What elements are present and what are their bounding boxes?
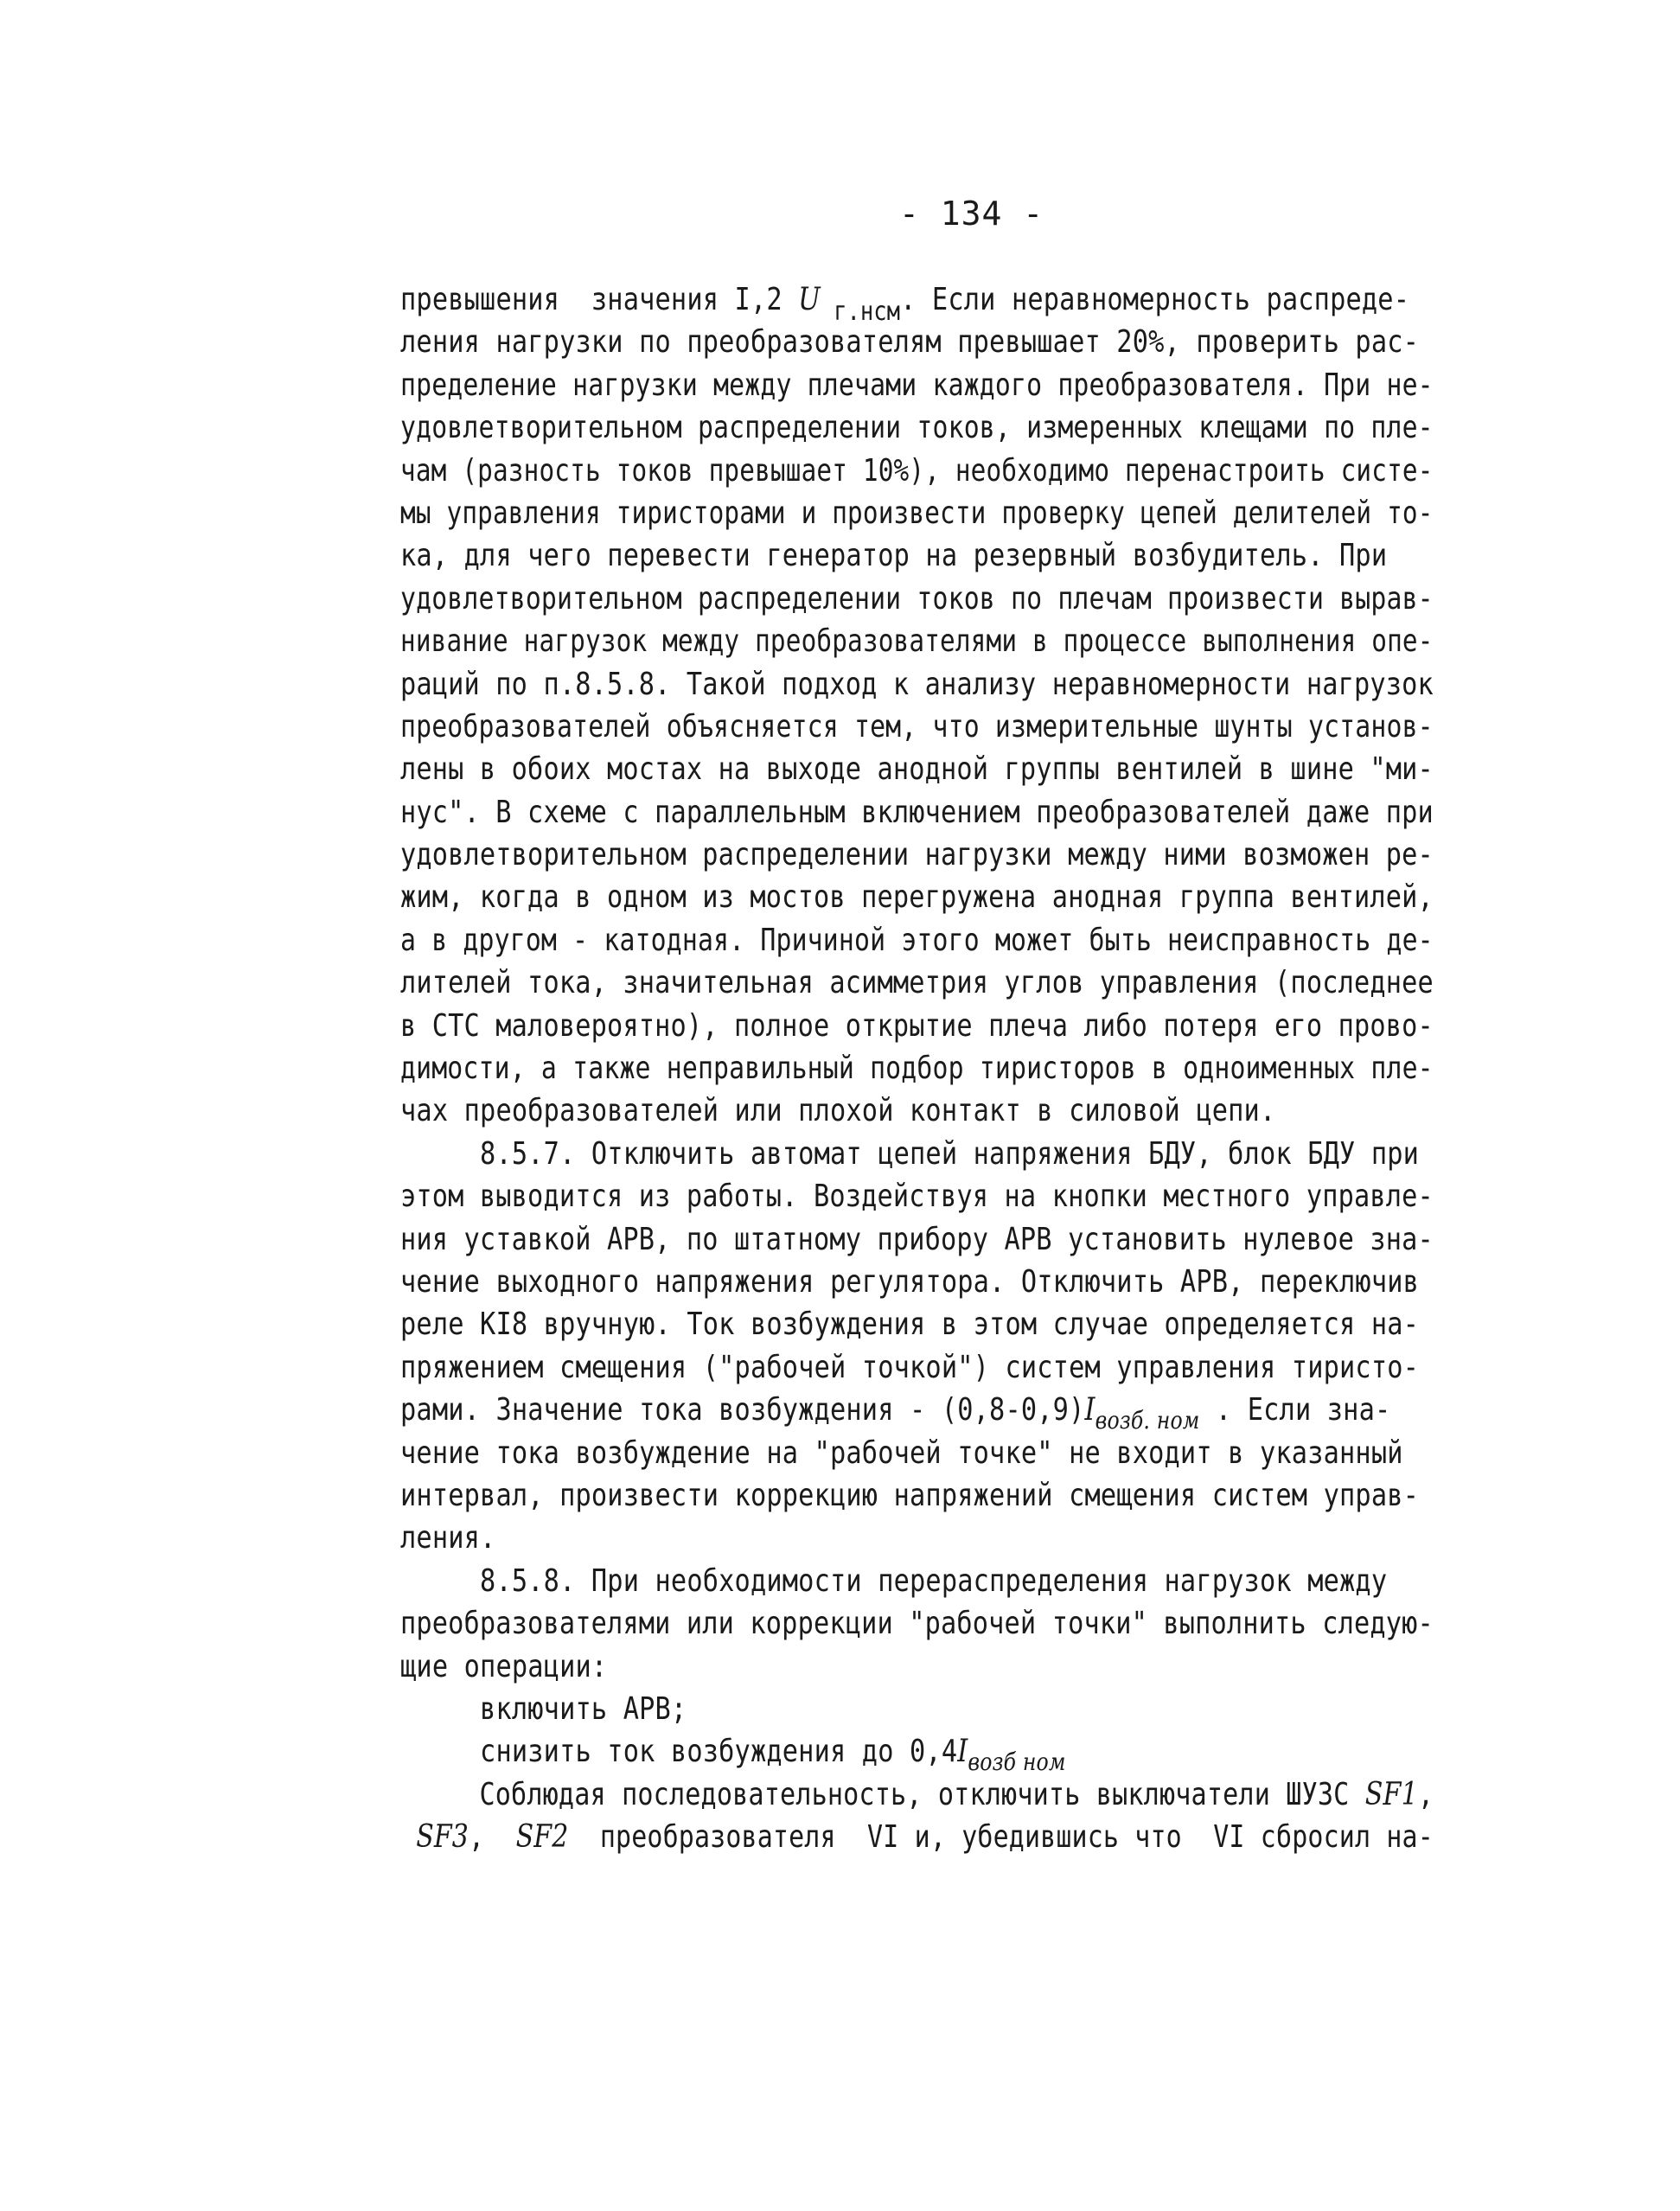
text-segment: лителей тока, значительная асимметрия углов управления (последнее [400,965,1434,1001]
text-line [400,748,1432,790]
text-segment: превышения значения I,2 [400,282,799,317]
text-segment: снизить ток возбуждения до 0,4 [400,1734,958,1770]
text-line [400,1602,1432,1645]
text-segment: жим, когда в одном из мостов перегружена анодная группа вентилей, [400,879,1434,916]
text-line [400,663,1432,706]
text-line [400,919,1434,962]
text-line [400,1389,1434,1435]
text-segment [400,1819,416,1855]
text-line [400,321,1434,363]
text-segment: пределение нагрузки между плечами каждого преобразователя. При не- [400,367,1434,403]
text-line [400,1303,1434,1345]
text-segment: преобразователя VI и, убедившись что VI сбросил на- [568,1819,1434,1856]
text-line [400,1816,1434,1858]
text-segment: I [957,1734,968,1770]
text-line [400,364,1434,406]
text-segment: чение выходного напряжения регулятора. Отключить АРВ, переключив [400,1263,1420,1300]
body-text [400,278,1628,1858]
text-segment: Соблюдая последовательность, отключить выключатели ШУЗС [400,1776,1365,1812]
text-line [400,1688,1434,1730]
text-line [400,1133,1434,1175]
text-line [400,1005,1432,1047]
text-line [400,578,1434,620]
text-segment: реле КІ8 вручную. Ток возбуждения в этом случае определяется на- [400,1307,1420,1343]
text-segment: ния уставкой АРВ, по штатному прибору АРВ установить нулевое зна- [400,1221,1434,1257]
text-line [400,962,1432,1004]
text-segment: этом выводится из работы. Воздействуя на кнопки местного управле- [400,1179,1434,1215]
text-line [400,876,1432,918]
text-segment: г.нсм [820,297,901,327]
text-line [400,406,1434,449]
text-line [400,1218,1432,1261]
text-segment: ка, для чего перевести генератор на резервный возбудитель. При [400,538,1388,574]
text-segment: интервал, произвести коррекцию напряжений смещения систем управ- [400,1477,1420,1513]
text-segment: в СТС маловероятно), полное открытие плеча либо потеря его прово- [400,1007,1434,1044]
text-line [400,1474,1434,1517]
text-line [400,450,1434,492]
text-line [400,492,1434,534]
text-segment: нус". В схеме с параллельным включением преобразователей даже при [400,794,1434,830]
text-segment: удовлетворительном распределении токов по плечам произвести вырав- [400,580,1434,617]
text-line [400,1517,1434,1559]
text-segment: удовлетворительном распределении нагрузки между ними возможен ре- [400,837,1434,873]
text-segment: щие операции: [400,1648,608,1684]
text-segment: мы управления тиристорами и произвести проверку цепей делителей то- [400,495,1434,531]
text-line [400,1261,1434,1303]
text-segment: преобразователей объясняется тем, что измерительные шунты установ- [400,708,1434,744]
text-segment: . Если неравномерность распреде- [900,282,1410,317]
text-segment: чение тока возбуждение на "рабочей точке" не входит в указанный [400,1435,1403,1471]
text-line [400,706,1434,748]
text-segment: нивание нагрузок между преобразователями в процессе выполнения опе- [400,623,1434,660]
text-line [400,1047,1434,1090]
text-segment: , [469,1819,516,1856]
text-line [400,1773,1434,1816]
text-segment: SF1 [1364,1776,1418,1812]
text-line [400,1346,1434,1389]
text-line [400,620,1434,662]
text-segment: SF3 [416,1819,470,1856]
text-segment: SF2 [515,1819,569,1856]
text-line [400,791,1432,834]
text-segment: чам (разность токов превышает 10%), необходимо перенастроить систе- [400,452,1434,489]
text-line [400,278,1434,327]
text-segment: ления. [400,1520,496,1556]
text-line [400,534,1434,577]
text-segment: I [1084,1392,1096,1428]
text-segment: включить АРВ; [400,1690,687,1727]
text-segment: чах преобразователей или плохой контакт в силовой цепи. [400,1093,1276,1129]
text-segment: пряжением смещения ("рабочей точкой") систем управления тиристо- [400,1349,1420,1385]
text-line [400,1645,1434,1688]
text-segment: рами. Значение тока возбуждения - (0,8-0,9) [400,1392,1085,1428]
text-segment: 8.5.7. Отключить автомат цепей напряжения БДУ, блок БДУ при [400,1135,1420,1172]
text-line [400,1175,1432,1217]
text-segment: U [798,282,821,317]
text-segment: , [1417,1776,1434,1812]
text-segment: ления нагрузки по преобразователям превышает 20%, проверить рас- [400,324,1420,361]
text-segment: 8.5.8. При необходимости перераспределения нагрузок между [400,1562,1388,1599]
text-line [400,1432,1434,1474]
text-segment: преобразователями или коррекции "рабочей точки" выполнить следую- [400,1606,1434,1642]
text-line [400,1090,1434,1132]
text-segment: лены в обоих мостах на выходе анодной группы вентилей в шине "ми- [400,751,1434,788]
text-segment: удовлетворительном распределении токов, измеренных клещами по пле- [400,410,1434,446]
text-segment: димости, а также неправильный подбор тиристоров в одноименных пле- [400,1051,1434,1087]
page-number: - 134 - [899,195,1044,233]
text-line [400,834,1432,876]
text-line [400,1730,1434,1777]
text-segment: а в другом - катодная. Причиной этого может быть неисправность де- [400,922,1434,958]
text-segment: раций по п.8.5.8. Такой подход к анализу неравномерности нагрузок [400,666,1434,702]
text-segment: возб ном [968,1748,1066,1777]
text-segment: возб. ном [1095,1406,1200,1435]
text-segment: . Если зна- [1199,1392,1391,1428]
text-line [400,1560,1434,1602]
